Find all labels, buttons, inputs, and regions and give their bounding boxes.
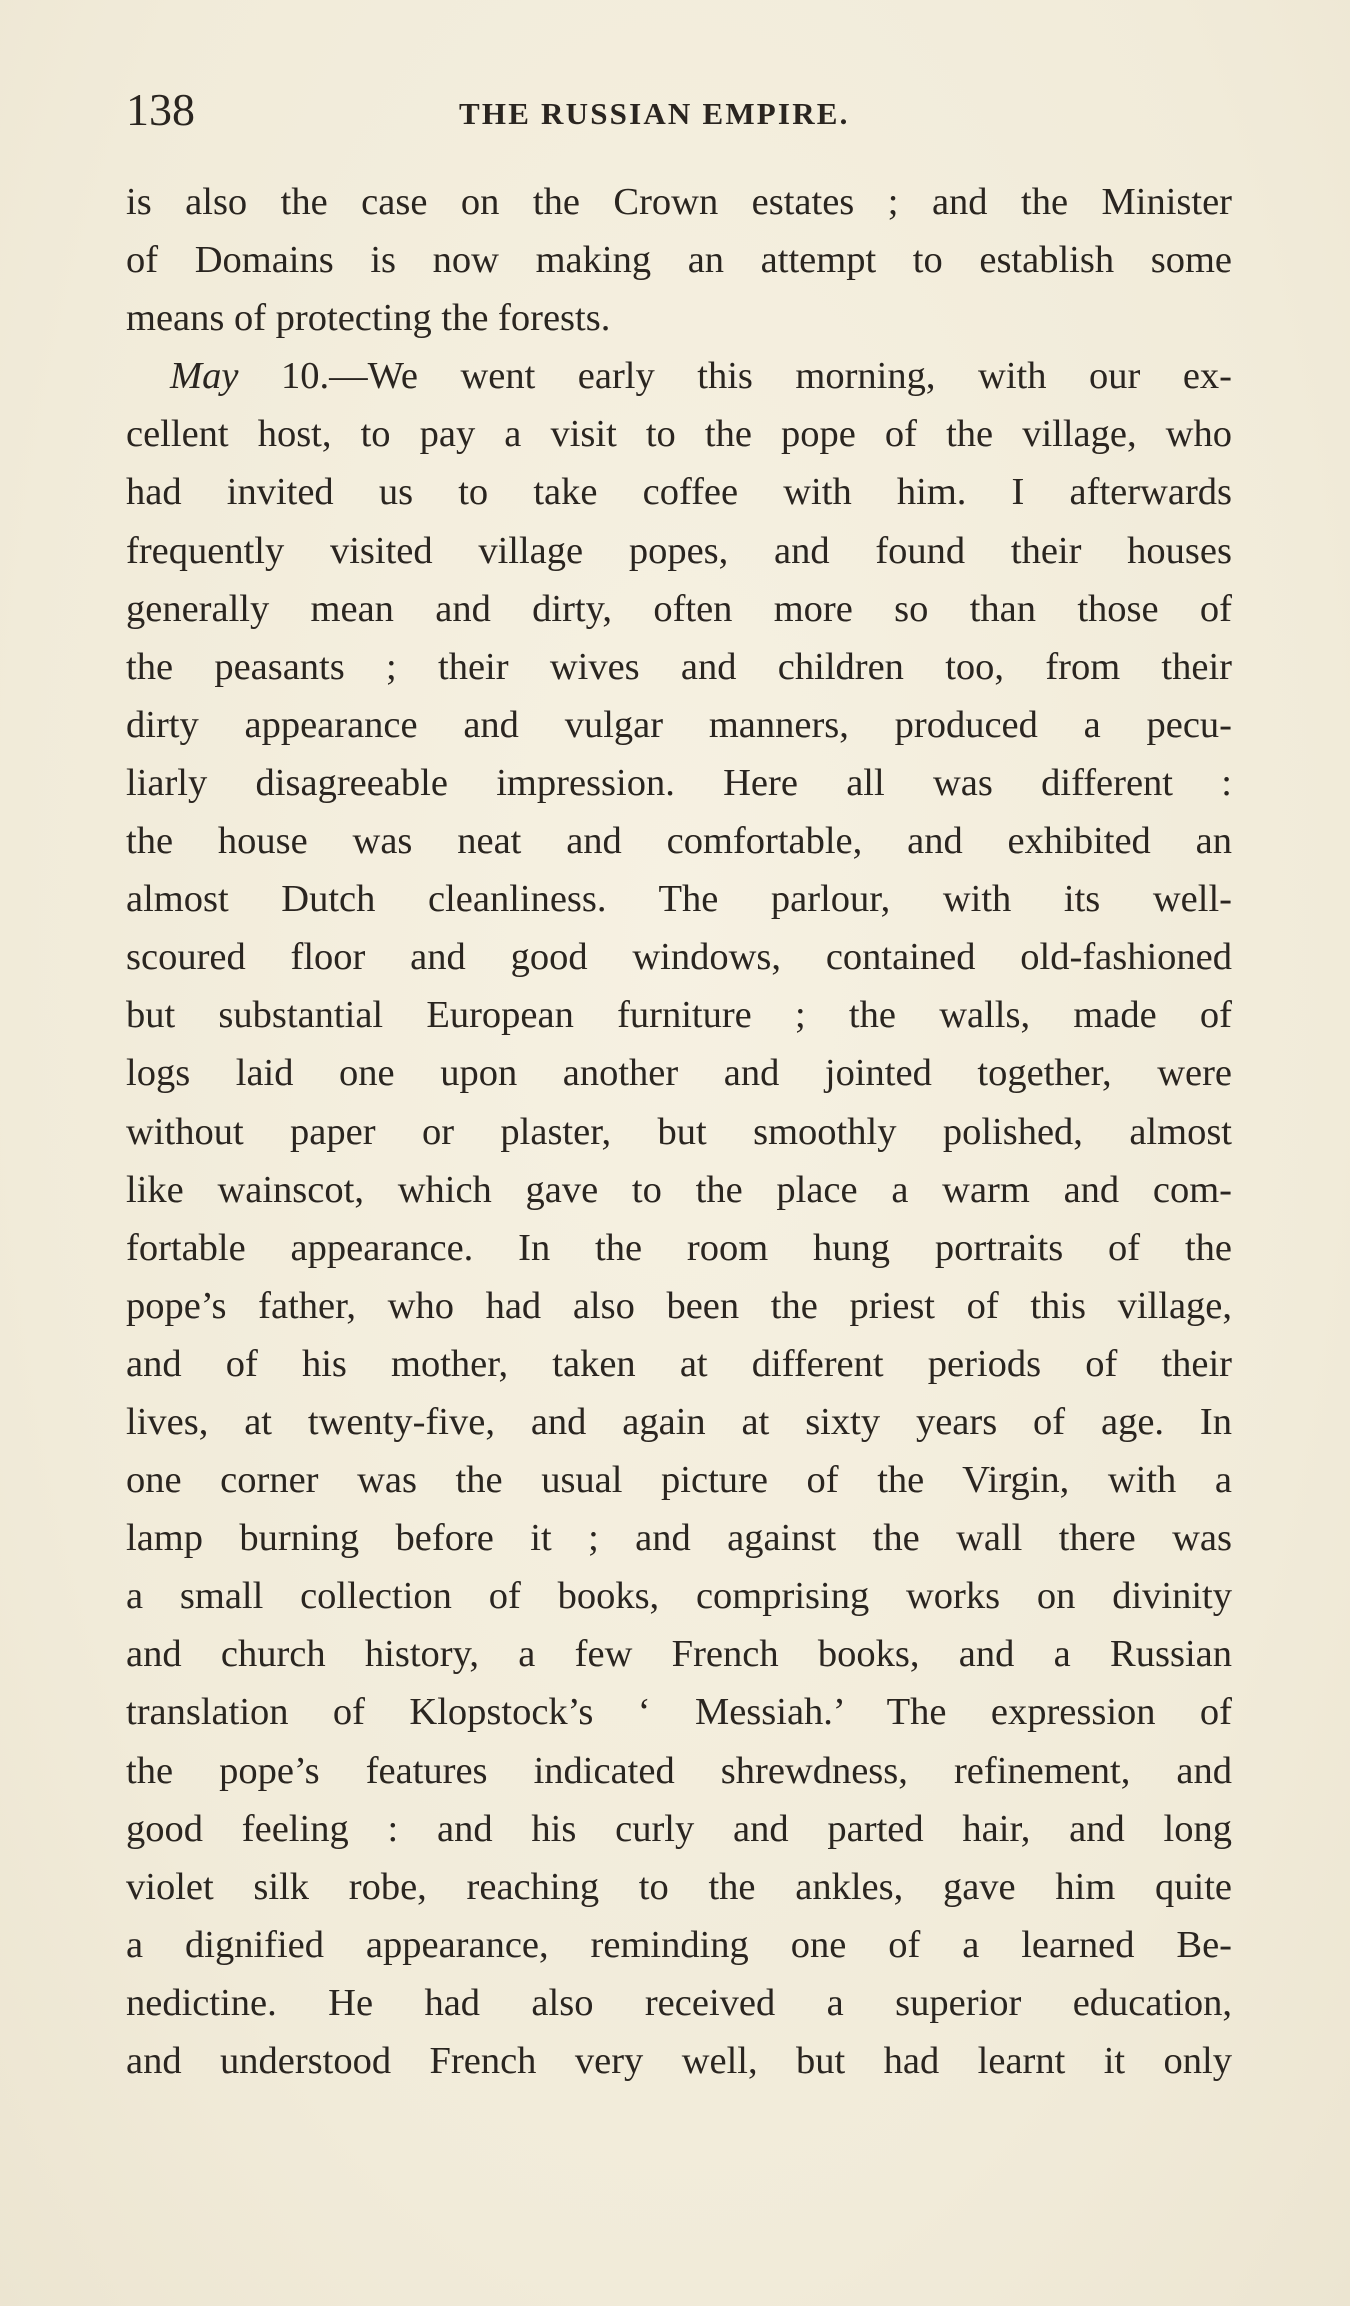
text-line: the peasants ; their wives and children too, from their [126, 645, 1232, 688]
text-line: logs laid one upon another and jointed together, were [126, 1052, 1232, 1095]
text-line: generally mean and dirty, often more so than those of [126, 587, 1232, 630]
running-head [126, 80, 1232, 140]
text-line: liarly disagreeable impression. Here all was different : [126, 761, 1232, 804]
page-number: 138 [126, 84, 195, 135]
text-line: lives, at twenty-five, and again at sixty years of age. In [126, 1400, 1232, 1443]
text-line: of Domains is now making an attempt to establish some [126, 239, 1232, 282]
text-line: is also the case on the Crown estates ; and the Minister [126, 181, 1232, 223]
text-line: violet silk robe, reaching to the ankles, gave him quite [126, 1865, 1232, 1908]
text-line: scoured floor and good windows, contained old-fashioned [126, 936, 1232, 979]
text-line: translation of Klopstock’s ‘ Messiah.’ The expression of [126, 1691, 1232, 1734]
text-line: one corner was the usual picture of the Virgin, with a [126, 1459, 1232, 1502]
text-line: without paper or plaster, but smoothly polished, almost [126, 1110, 1232, 1153]
date-word: May [170, 355, 239, 398]
text-line: a small collection of books, comprising works on divinity [126, 1575, 1232, 1618]
text-line: the house was neat and comfortable, and exhibited an [126, 820, 1232, 863]
text-line: a dignified appearance, reminding one of a learned Be- [126, 1923, 1232, 1966]
text-line: and of his mother, taken at different periods of their [126, 1342, 1232, 1385]
text-line: pope’s father, who had also been the priest of this village, [126, 1284, 1232, 1327]
body-text [126, 173, 1232, 2090]
text-line: nedictine. He had also received a superior education, [126, 1981, 1232, 2024]
text-line: lamp burning before it ; and against the wall there was [126, 1517, 1232, 1560]
text-line: frequently visited village popes, and found their houses [126, 529, 1232, 572]
date-line-text: 10.—We went early this morning, with our ex- [280, 355, 1232, 398]
text-line: but substantial European furniture ; the walls, made of [126, 994, 1232, 1037]
text-line: almost Dutch cleanliness. The parlour, with its well- [126, 878, 1232, 921]
text-line: cellent host, to pay a visit to the pope of the village, who [126, 413, 1232, 456]
running-title: THE RUSSIAN EMPIRE. [459, 96, 850, 131]
text-line: like wainscot, which gave to the place a warm and com- [126, 1168, 1232, 1211]
text-line: the pope’s features indicated shrewdness, refinement, and [126, 1749, 1232, 1792]
text-line: had invited us to take coffee with him. I afterwards [126, 471, 1232, 514]
text-line: good feeling : and his curly and parted hair, and long [126, 1807, 1232, 1850]
text-line: means of protecting the forests. [126, 297, 611, 340]
text-line-date [126, 347, 1232, 405]
text-line: fortable appearance. In the room hung portraits of the [126, 1226, 1232, 1269]
text-line: and understood French very well, but had learnt it only [126, 2040, 1232, 2082]
text-line: dirty appearance and vulgar manners, produced a pecu- [126, 703, 1232, 746]
text-line: and church history, a few French books, and a Russian [126, 1633, 1232, 1676]
